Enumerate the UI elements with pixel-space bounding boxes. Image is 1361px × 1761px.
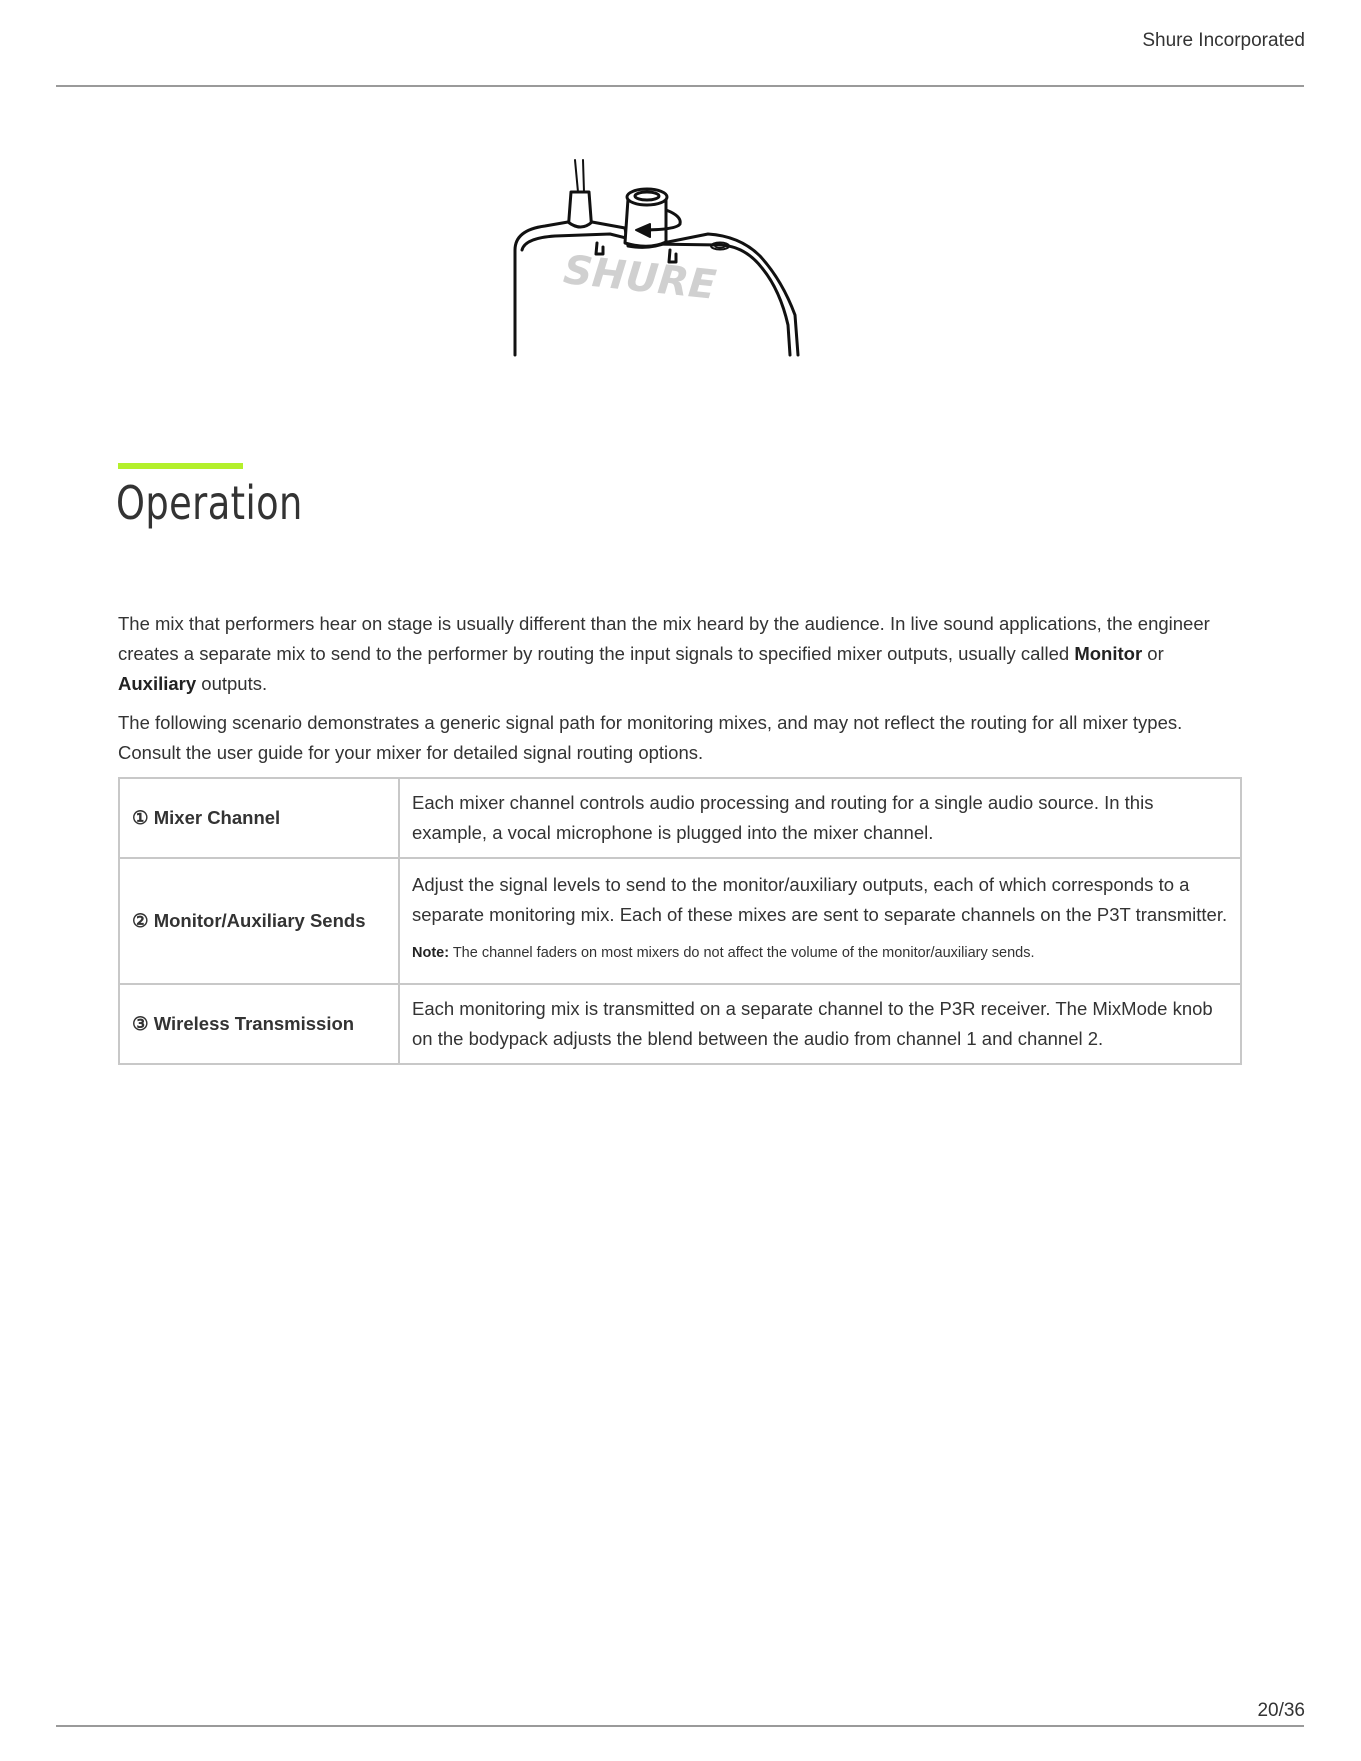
- shure-logo: SHURE: [561, 247, 719, 309]
- intro-text-a: The mix that performers hear on stage is usually different than the mix heard by the audience. In live sound applications, the engineer creates a separate mix to send to the performer by routing the input signals to specified mixer outputs, usually called: [118, 613, 1210, 664]
- note-text: The channel faders on most mixers do not affect the volume of the monitor/auxiliary sends.: [449, 945, 1035, 961]
- page-number: 20/36: [1257, 1700, 1305, 1721]
- bodypack-mixmode-knob-illustration: [500, 150, 830, 360]
- signal-path-table: [118, 777, 1242, 1065]
- header-divider: [56, 85, 1304, 87]
- step-description-cell: [399, 858, 1241, 984]
- section-title: Operation: [116, 476, 303, 530]
- monitor-term: Monitor: [1074, 643, 1143, 664]
- table-row: [119, 858, 1241, 984]
- footer-divider: [56, 1725, 1304, 1727]
- note-label: Note:: [412, 945, 450, 961]
- auxiliary-term: Auxiliary: [118, 673, 197, 694]
- table-row: [119, 984, 1241, 1064]
- intro-text-c: outputs.: [196, 673, 268, 694]
- step-note: [412, 942, 1228, 968]
- section-content: [118, 609, 1242, 1065]
- table-row: [119, 778, 1241, 858]
- header-company-name: Shure Incorporated: [1142, 30, 1305, 51]
- scenario-paragraph: The following scenario demonstrates a generic signal path for monitoring mixes, and may not reflect the routing for all mixer types. Consult the user guide for your mixer for detailed signal routing options.: [118, 712, 1183, 763]
- step-label: ② Monitor/Auxiliary Sends: [119, 858, 399, 984]
- intro-text-b: or: [1142, 643, 1164, 664]
- step-description: Each mixer channel controls audio processing and routing for a single audio source. In this example, a vocal microphone is plugged into the mixer channel.: [399, 778, 1241, 858]
- step-description: Adjust the signal levels to send to the monitor/auxiliary outputs, each of which corresponds to a separate monitoring mix. Each of these mixes are sent to separate channels on the P3T transmitter.: [412, 874, 1228, 925]
- intro-paragraph: [118, 609, 1242, 699]
- step-label: ① Mixer Channel: [119, 778, 399, 858]
- step-label: ③ Wireless Transmission: [119, 984, 399, 1064]
- step-description: Each monitoring mix is transmitted on a separate channel to the P3R receiver. The MixMode knob on the bodypack adjusts the blend between the audio from channel 1 and channel 2.: [399, 984, 1241, 1064]
- section-accent-bar: [118, 463, 243, 469]
